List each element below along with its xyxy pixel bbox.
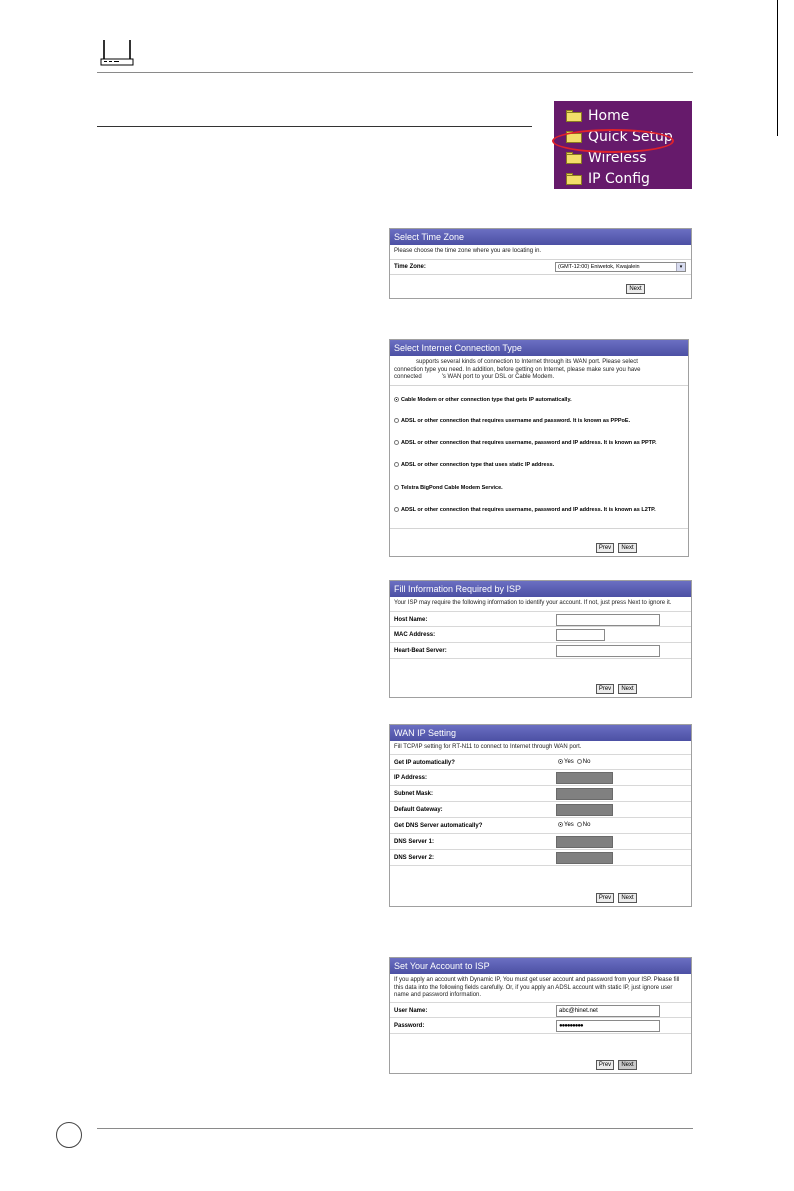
host-name-label: Host Name: (394, 616, 428, 623)
panel-description: Please choose the time zone where you are locating in. (394, 248, 542, 254)
radio[interactable] (394, 440, 399, 445)
panel-description: Your ISP may require the following information to identify your account. If not, just press Next to ignore it. (394, 600, 672, 606)
heart-beat-server-input[interactable] (556, 645, 660, 657)
radio-selected[interactable] (558, 759, 563, 764)
panel-title: Select Time Zone (390, 229, 691, 245)
connection-option[interactable]: ADSL or other connection type that uses static IP address. (394, 462, 554, 468)
prev-button[interactable]: Prev (596, 893, 614, 903)
account-panel (389, 957, 692, 1074)
get-ip-radio-group[interactable]: Yes No (558, 759, 590, 765)
form-row (390, 818, 691, 834)
form-row (390, 643, 691, 659)
menu-item-label: Home (588, 108, 630, 124)
form-row (390, 802, 691, 818)
next-button[interactable]: Next (618, 543, 637, 553)
nav-menu (554, 101, 692, 189)
header-rule (97, 72, 693, 73)
connection-type-panel (389, 339, 689, 557)
form-row (390, 1002, 691, 1018)
form-row (390, 1018, 691, 1034)
radio[interactable] (394, 462, 399, 467)
heart-beat-server-label: Heart-Beat Server: (394, 647, 447, 654)
panel-title: Set Your Account to ISP (390, 958, 691, 974)
page-number-badge (56, 1122, 82, 1148)
next-button[interactable]: Next (626, 284, 645, 294)
radio-selected[interactable] (558, 822, 563, 827)
router-logo-icon (99, 38, 135, 70)
connection-option[interactable]: Cable Modem or other connection type that gets IP automatically. (394, 397, 572, 403)
menu-item-label: IP Config (588, 171, 650, 187)
prev-button[interactable]: Prev (596, 684, 614, 694)
wan-ip-panel (389, 724, 692, 907)
panel-title: Select Internet Connection Type (390, 340, 688, 356)
next-button[interactable]: Next (618, 1060, 637, 1070)
user-name-label: User Name: (394, 1007, 428, 1014)
get-ip-label: Get IP automatically? (394, 759, 455, 766)
form-row (390, 834, 691, 850)
dns-server-1-label: DNS Server 1: (394, 838, 435, 845)
default-gateway-label: Default Gateway: (394, 806, 443, 813)
mac-address-label: MAC Address: (394, 631, 436, 638)
section-rule (97, 126, 532, 127)
time-zone-select[interactable] (555, 262, 686, 272)
quick-setup-highlight (552, 129, 674, 153)
margin-line (777, 0, 778, 136)
password-label: Password: (394, 1022, 425, 1029)
panel-description: Fill TCP/IP setting for RT-N11 to connect to Internet through WAN port. (394, 744, 582, 750)
dns-server-2-input (556, 852, 613, 864)
folder-icon (566, 110, 582, 122)
connection-option[interactable]: ADSL or other connection that requires username, password and IP address. It is known as PPTP. (394, 440, 657, 446)
form-row (390, 770, 691, 786)
form-row (390, 611, 691, 627)
prev-button[interactable]: Prev (596, 543, 614, 553)
connection-option[interactable]: ADSL or other connection that requires username and password. It is known as PPPoE. (394, 418, 630, 424)
folder-icon (566, 173, 582, 185)
form-row (390, 754, 691, 770)
folder-icon (566, 152, 582, 164)
connection-option[interactable]: Telstra BigPond Cable Modem Service. (394, 485, 503, 491)
ip-address-input (556, 772, 613, 784)
panel-title: WAN IP Setting (390, 725, 691, 741)
menu-item-home[interactable] (566, 106, 629, 126)
connection-option[interactable]: ADSL or other connection that requires username, password and IP address. It is known as L2TP. (394, 507, 656, 513)
form-row (390, 627, 691, 643)
radio[interactable] (577, 759, 582, 764)
get-dns-label: Get DNS Server automatically? (394, 822, 483, 829)
menu-item-ip-config[interactable] (566, 169, 650, 189)
time-zone-panel (389, 228, 692, 299)
panel-title: Fill Information Required by ISP (390, 581, 691, 597)
ip-address-label: IP Address: (394, 774, 428, 781)
subnet-mask-label: Subnet Mask: (394, 790, 434, 797)
form-row (390, 786, 691, 802)
isp-info-panel (389, 580, 692, 698)
radio[interactable] (394, 485, 399, 490)
radio-selected[interactable] (394, 397, 399, 402)
default-gateway-input (556, 804, 613, 816)
mac-address-input[interactable] (556, 629, 605, 641)
form-row (390, 850, 691, 866)
user-name-input[interactable]: abc@hinet.net (556, 1005, 660, 1017)
radio[interactable] (394, 418, 399, 423)
prev-button[interactable]: Prev (596, 1060, 614, 1070)
chevron-down-icon[interactable]: ▾ (676, 263, 685, 271)
footer-rule (97, 1128, 693, 1129)
radio[interactable] (577, 822, 582, 827)
password-input[interactable]: ●●●●●●●●● (556, 1020, 660, 1032)
dns-server-1-input (556, 836, 613, 848)
next-button[interactable]: Next (618, 684, 637, 694)
panel-description: supports several kinds of connection to Internet through its WAN port. Please select connection type you need. In addition, before getting on Internet, please make sure you have connected 's WAN port to your DSL or Cable Modem. (394, 359, 641, 380)
menu-item-label: Wireless (588, 150, 647, 166)
radio[interactable] (394, 507, 399, 512)
dns-server-2-label: DNS Server 2: (394, 854, 435, 861)
panel-description: If you apply an account with Dynamic IP, You must get user account and password from your ISP. Please fill this data into the following fields carefully. Or, if you apply an ADSL account with static IP, just ignore user name and password information. (394, 977, 680, 998)
menu-item-label: Quick Setup (588, 129, 673, 145)
time-zone-label: Time Zone: (394, 263, 426, 270)
host-name-input[interactable] (556, 614, 660, 626)
get-dns-radio-group[interactable]: Yes No (558, 822, 590, 828)
subnet-mask-input (556, 788, 613, 800)
next-button[interactable]: Next (618, 893, 637, 903)
time-zone-value: (GMT-12:00) Eniwetok, Kwajalein (558, 263, 640, 270)
